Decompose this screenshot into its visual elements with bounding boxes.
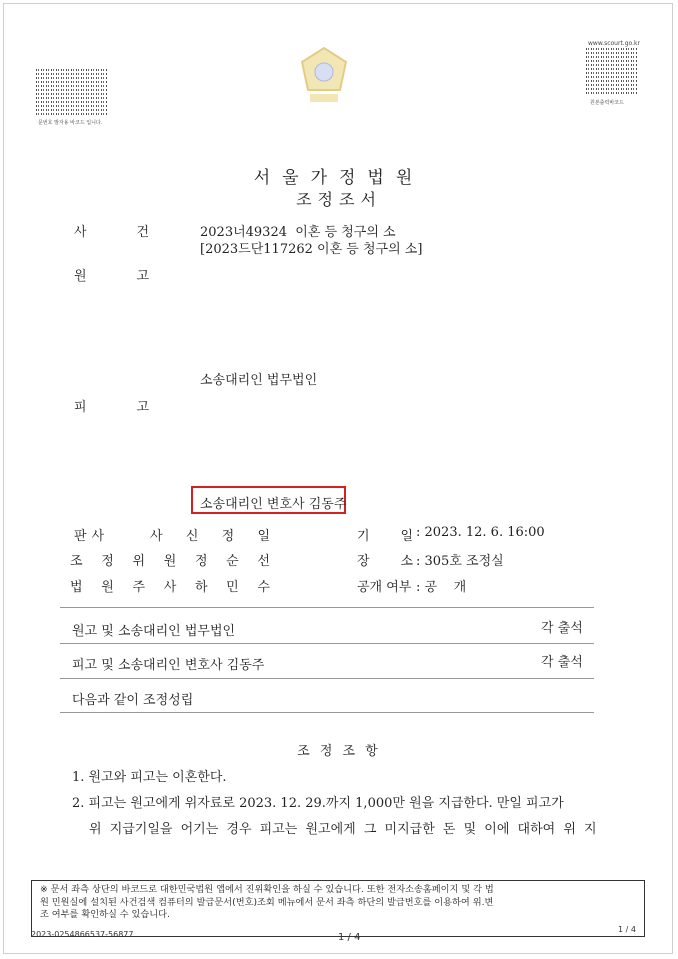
plaintiff-agent: 소송대리인 법무법인 <box>200 373 318 388</box>
session-date: 2023. 12. 6. 16:00 <box>424 525 545 540</box>
mediator-char-5: 정 <box>194 554 208 569</box>
issue-number: 2023-0254866537-56877 <box>31 930 134 939</box>
left-barcode-caption: 문번호 발자용 바코드 입니다. <box>38 120 103 126</box>
defendant-label-char-1: 피 <box>74 400 87 415</box>
divider-1 <box>60 607 594 608</box>
clerk-char-5: 하 <box>194 580 208 595</box>
session-public-value: : 공 개 <box>416 580 467 595</box>
mediator-char-7: 선 <box>257 554 270 569</box>
clerk-char-6: 민 <box>226 580 239 595</box>
session-place-label <box>357 550 413 569</box>
term-2-no: 2. <box>72 796 85 811</box>
clerk-char-7: 수 <box>257 580 270 595</box>
session-public: 공 개 <box>424 580 467 595</box>
mediator-char-3: 위 <box>132 554 146 569</box>
date-label-char-2: 일 <box>400 529 413 544</box>
defendant-label <box>74 396 149 415</box>
court-name: 서울가정법원 <box>253 168 425 188</box>
session-date-value: : 2023. 12. 6. 16:00 <box>416 525 545 540</box>
attendance-party-2: 피고 및 소송대리인 변호사 김동주 <box>72 658 265 673</box>
notice-line-3: 조 여부를 확인하실 수 있습니다. <box>40 909 170 920</box>
session-date-label <box>357 525 413 544</box>
clerk-char-2: 원 <box>101 580 114 595</box>
terms-heading: 조 정 조 항 <box>297 744 381 759</box>
judge-role-char-1: 판 <box>74 529 87 544</box>
case-number: 2023너49324 <box>200 225 287 240</box>
verification-notice <box>31 880 645 937</box>
divider-4 <box>60 712 594 713</box>
official-mediator <box>70 550 270 569</box>
date-label-char-1: 기 <box>357 529 370 544</box>
divider-3 <box>60 678 594 679</box>
judge-name-char-4: 일 <box>257 529 270 544</box>
notice-line-2: 원 민원실에 설치된 사건검색 컴퓨터의 발급문서(번호)조회 메뉴에서 문서 좌측 하단의 발급번호를 이용하여 위.변 <box>40 896 494 908</box>
session-place-value: : 305호 조정실 <box>416 554 504 569</box>
term-1-text: 원고와 피고는 이혼한다. <box>88 770 227 785</box>
related-case: [2023드단117262 이혼 등 청구의 소] <box>200 242 423 257</box>
mediator-char-1: 조 <box>70 554 83 569</box>
term-1-no: 1. <box>72 770 85 785</box>
case-label-char-1: 사 <box>74 225 87 240</box>
divider-2 <box>60 643 594 644</box>
original-output-barcode <box>586 48 638 96</box>
court-seal-icon <box>296 44 352 106</box>
term-2-continued: 위 지급기일을 어기는 경우 피고는 원고에게 그 미지급한 돈 및 이에 대하여 위 지 <box>89 822 597 837</box>
page-frame <box>3 3 673 954</box>
clerk-char-3: 주 <box>132 580 146 595</box>
place-label-char-2: 소 <box>400 554 413 569</box>
judge-name-char-1: 사 <box>150 529 163 544</box>
page-number: 1 / 4 <box>338 932 361 943</box>
judge-role-char-2: 사 <box>91 529 104 544</box>
page-number-right: 1 / 4 <box>618 925 636 934</box>
plaintiff-label-char-2: 고 <box>136 269 149 284</box>
court-url: www.scourt.go.kr <box>588 40 640 47</box>
session-public-label: 공개 여부 <box>357 580 412 595</box>
mediator-char-4: 원 <box>163 554 177 569</box>
notice-line-1: ※ 문서 좌측 상단의 바코드로 대한민국법원 앱에서 진위확인을 하실 수 있습니다. 또한 전자소송홈페이지 및 각 법 <box>40 884 494 895</box>
place-label-char-1: 장 <box>357 554 370 569</box>
official-clerk <box>70 576 270 595</box>
document-title: 조정조서 <box>296 190 382 209</box>
attendance-status-1: 각 출석 <box>541 621 583 636</box>
attendance-party-1: 원고 및 소송대리인 법무법인 <box>72 624 236 639</box>
plaintiff-label <box>74 265 149 284</box>
official-judge-role <box>74 525 104 544</box>
case-label <box>74 221 149 240</box>
right-barcode-caption: 원본출력바코드 <box>590 100 624 106</box>
mediator-char-2: 정 <box>101 554 114 569</box>
term-2 <box>72 792 564 811</box>
mediator-char-6: 순 <box>226 554 239 569</box>
clerk-char-4: 사 <box>163 580 177 595</box>
judge-name-char-3: 정 <box>221 529 235 544</box>
case-name: 이혼 등 청구의 소 <box>295 225 396 240</box>
plaintiff-label-char-1: 원 <box>74 269 87 284</box>
verification-barcode <box>36 67 107 117</box>
attendance-status-2: 각 출석 <box>541 655 583 670</box>
official-judge-name <box>150 525 270 544</box>
judge-name-char-2: 신 <box>185 529 199 544</box>
defendant-agent: 소송대리인 변호사 김동주 <box>200 497 347 512</box>
defendant-label-char-2: 고 <box>136 400 149 415</box>
session-place: 305호 조정실 <box>424 554 504 569</box>
term-1 <box>72 766 227 785</box>
term-2-text: 피고는 원고에게 위자료로 2023. 12. 29.까지 1,000만 원을 지급한다. 만일 피고가 <box>88 796 564 811</box>
case-label-char-2: 건 <box>136 225 149 240</box>
clerk-char-1: 법 <box>70 580 83 595</box>
mediation-result: 다음과 같이 조정성립 <box>72 693 194 708</box>
